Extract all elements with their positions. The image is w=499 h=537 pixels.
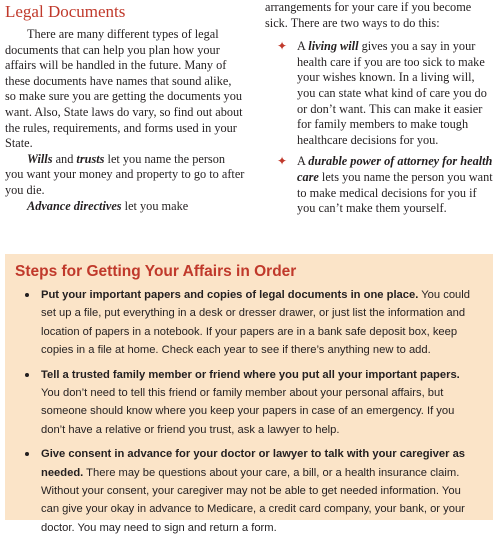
bullet-dot-icon xyxy=(25,293,29,297)
bullet-text: gives you a say in your health care if you are too sick to make your wishes known. In a living will, you can state what kind of care you do or don’t want. This can make it easier for family members to make tough healthcare decisions for you. xyxy=(297,39,487,147)
bullet-prefix: A xyxy=(297,39,309,54)
term-wills: Wills xyxy=(27,151,53,166)
directives-continued: arrangements for your care if you become sick. There are two ways to do this: xyxy=(265,0,472,30)
bullet-text: lets you name the person you want to make medical decisions for you if you can’t make them yourself. xyxy=(297,169,493,216)
bullet-dot-icon xyxy=(25,452,29,456)
diamond-bullet-icon: ✦ xyxy=(277,154,288,169)
term-living-will: living will xyxy=(308,39,359,54)
left-column xyxy=(5,0,245,214)
term-trusts: trusts xyxy=(76,151,105,166)
step-text: There may be questions about your care, a bill, or a health insurance claim. Without your consent, your caregiver may not be able to get needed information. You can give your okay in advance to Medicare, a credit card company, your bank, or your doctor. You may need to sign and return a form. xyxy=(41,466,465,534)
conjunction: and xyxy=(52,151,77,166)
directive-types-list xyxy=(265,39,495,217)
term-advance-directives: Advance directives xyxy=(27,198,122,213)
bullet-prefix: A xyxy=(297,154,309,169)
step-text: You could set up a file, put everything in a desk or dresser drawer, or just list the information and location of papers in a notebook. If your papers are in a bank safe deposit box, keep copies in a file at home. Check each year to see if there’s anything new to add. xyxy=(41,289,470,357)
step-item xyxy=(15,445,481,537)
steps-list xyxy=(15,286,481,537)
right-column xyxy=(265,0,495,223)
step-lead: Put your important papers and copies of legal documents in one place. xyxy=(41,289,419,301)
step-item xyxy=(15,366,481,440)
step-text: You don’t need to tell this friend or family member about your personal affairs, but someone should know where you keep your papers in case of an emergency. If you don’t have a relative or friend you trust, ask a lawyer to help. xyxy=(41,387,455,436)
list-item xyxy=(265,39,495,148)
list-item xyxy=(265,154,495,216)
step-lead: Tell a trusted family member or friend where you put all your important papers. xyxy=(41,368,460,381)
intro-paragraph: There are many different types of legal documents that can help you plan how your affairs will be handled in the future. Many of these documents have names that sound alike, so make sure you are getting the documents you want. Also, State laws do vary, so find out about the rules, requirements, and forms used in your State. xyxy=(5,27,243,151)
section-title: Legal Documents xyxy=(5,2,126,21)
step-item xyxy=(15,286,481,360)
wills-paragraph xyxy=(5,152,245,199)
term-durable-power-of-attorney: durable power of attorney for health care xyxy=(297,154,493,184)
wills-text: let you name the person you want your money and property to go to after you die. xyxy=(5,151,245,197)
steps-callout-box xyxy=(5,254,493,534)
directives-paragraph xyxy=(5,199,245,215)
directives-text: let you make xyxy=(121,198,189,213)
step-lead: Give consent in advance for your doctor or lawyer to talk with your caregiver as needed. xyxy=(41,448,466,479)
diamond-bullet-icon: ✦ xyxy=(277,39,288,54)
bullet-dot-icon xyxy=(25,373,29,377)
steps-title: Steps for Getting Your Affairs in Order xyxy=(15,263,297,280)
